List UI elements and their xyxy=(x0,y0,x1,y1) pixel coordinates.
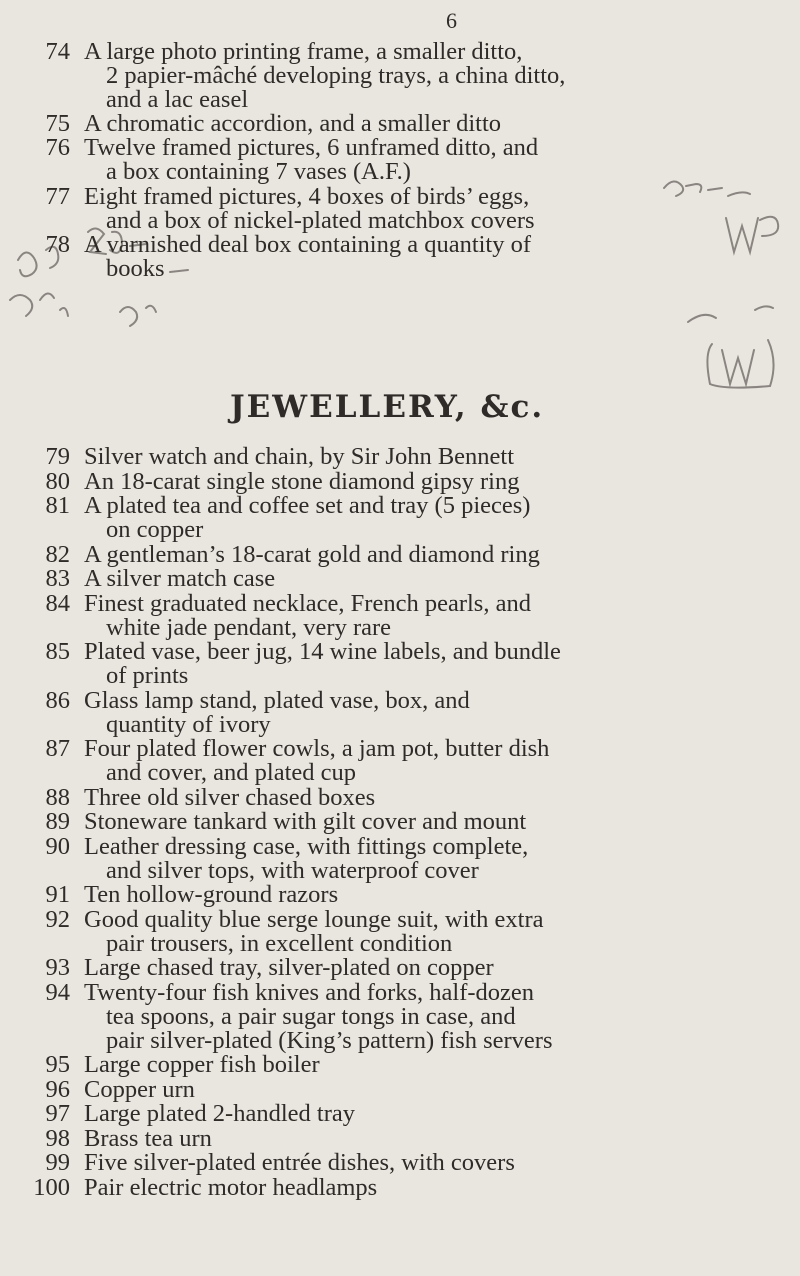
lot-number: 95 xyxy=(45,1051,70,1078)
lot-line: Silver watch and chain, by Sir John Bennett xyxy=(84,443,515,470)
lot-description xyxy=(84,978,644,1054)
lot-number: 90 xyxy=(45,832,70,860)
lot-number: 78 xyxy=(45,231,70,258)
lot-description xyxy=(84,956,644,980)
lot-line: A chromatic accordion, and a smaller ditto xyxy=(84,110,502,137)
lot-number: 89 xyxy=(45,808,70,835)
lot-number: 77 xyxy=(45,183,70,210)
lot-number: 98 xyxy=(45,1124,70,1152)
lot-line: books xyxy=(106,255,165,282)
lot-description xyxy=(84,1053,644,1077)
lot-description xyxy=(84,1102,644,1126)
lot-line: white jade pendant, very rare xyxy=(106,613,392,641)
lot-line: and silver tops, with waterproof cover xyxy=(106,856,479,884)
lot-line: and a box of nickel-plated matchbox covers xyxy=(106,207,535,234)
lot-description xyxy=(84,686,644,738)
lot-description xyxy=(84,445,644,469)
lot-line: Plated vase, beer jug, 14 wine labels, and bundle xyxy=(84,638,561,665)
lot-line: Copper urn xyxy=(84,1075,195,1103)
lot-number: 97 xyxy=(45,1100,70,1127)
lot-line: Stoneware tankard with gilt cover and mount xyxy=(84,808,527,835)
lot-line: Ten hollow-ground razors xyxy=(84,881,339,908)
lot-number: 81 xyxy=(45,492,70,519)
lot-line: of prints xyxy=(106,662,189,689)
lot-number: 91 xyxy=(45,881,70,908)
page-number: 6 xyxy=(446,8,457,33)
lot-description xyxy=(84,567,644,591)
lot-number: 79 xyxy=(45,443,70,470)
lot-number: 99 xyxy=(45,1149,70,1176)
lot-number: 85 xyxy=(45,638,70,665)
lot-number: 96 xyxy=(45,1075,70,1103)
lot-description xyxy=(84,112,644,136)
lot-description xyxy=(84,185,644,233)
lot-line: 2 papier-mâché developing trays, a china ditto, xyxy=(106,62,566,89)
lot-line: quantity of ivory xyxy=(106,710,271,738)
lot-line: An 18-carat single stone diamond gipsy ring xyxy=(84,467,520,495)
lot-number: 94 xyxy=(45,978,70,1006)
lot-number: 82 xyxy=(45,540,70,568)
lot-line: a box containing 7 vases (A.F.) xyxy=(106,158,411,185)
lot-description xyxy=(84,233,644,281)
lot-number: 86 xyxy=(45,686,70,714)
section-heading: JEWELLERY, &c. xyxy=(230,389,545,425)
lot-description xyxy=(84,1173,644,1201)
lot-line: Glass lamp stand, plated vase, box, and xyxy=(84,686,470,714)
lot-number: 87 xyxy=(45,735,70,762)
lot-line: Brass tea urn xyxy=(84,1124,212,1152)
lot-description xyxy=(84,783,644,811)
lot-number: 92 xyxy=(45,905,70,933)
lot-number: 83 xyxy=(45,565,70,592)
lot-description xyxy=(84,494,644,542)
lot-line: Finest graduated necklace, French pearls, and xyxy=(84,589,531,617)
lot-line: tea spoons, a pair sugar tongs in case, and xyxy=(106,1002,516,1030)
lot-line: Large chased tray, silver-plated on copper xyxy=(84,954,494,981)
lot-description xyxy=(84,1075,644,1103)
lot-description xyxy=(84,136,644,184)
lot-number: 80 xyxy=(45,467,70,495)
lot-description xyxy=(84,540,644,568)
lot-line: A gentleman’s 18-carat gold and diamond ring xyxy=(84,540,540,568)
lot-line: Five silver-plated entrée dishes, with covers xyxy=(84,1149,515,1176)
lot-line: Twenty-four fish knives and forks, half-dozen xyxy=(84,978,535,1006)
lot-line: Four plated flower cowls, a jam pot, butter dish xyxy=(84,735,550,762)
lot-number: 76 xyxy=(45,134,70,161)
lot-line: Leather dressing case, with fittings complete, xyxy=(84,832,529,860)
lot-description xyxy=(84,810,644,834)
lot-line: Large copper fish boiler xyxy=(84,1051,320,1078)
lot-description xyxy=(84,40,644,112)
lot-number: 100 xyxy=(33,1173,70,1201)
lot-line: A silver match case xyxy=(84,565,276,592)
lot-line: on copper xyxy=(106,516,204,543)
lot-line: A plated tea and coffee set and tray (5 pieces) xyxy=(84,492,531,519)
lot-description xyxy=(84,1151,644,1175)
lot-description xyxy=(84,737,644,785)
lot-line: Twelve framed pictures, 6 unframed ditto, and xyxy=(84,134,539,161)
lot-description xyxy=(84,832,644,884)
lot-description xyxy=(84,883,644,907)
lot-line: A large photo printing frame, a smaller ditto, xyxy=(84,38,523,65)
lot-line: Three old silver chased boxes xyxy=(84,783,376,811)
lot-description xyxy=(84,640,644,688)
lot-description xyxy=(84,589,644,641)
lot-number: 93 xyxy=(45,954,70,981)
lot-line: Pair electric motor headlamps xyxy=(84,1173,378,1201)
lot-line: Large plated 2-handled tray xyxy=(84,1100,355,1127)
lot-description xyxy=(84,905,644,957)
lot-number: 75 xyxy=(45,110,70,137)
lot-line: pair silver-plated (King’s pattern) fish servers xyxy=(106,1026,553,1054)
lot-number: 84 xyxy=(45,589,70,617)
lot-number: 74 xyxy=(45,38,70,65)
lot-description xyxy=(84,1124,644,1152)
lot-number: 88 xyxy=(45,783,70,811)
lot-line: and a lac easel xyxy=(106,86,249,113)
lot-line: and cover, and plated cup xyxy=(106,759,357,786)
lot-line: Eight framed pictures, 4 boxes of birds’ eggs, xyxy=(84,183,530,210)
lot-description xyxy=(84,467,644,495)
lot-line: Good quality blue serge lounge suit, with extra xyxy=(84,905,544,933)
lot-line: A varnished deal box containing a quantity of xyxy=(84,231,532,258)
lot-line: pair trousers, in excellent condition xyxy=(106,929,453,957)
